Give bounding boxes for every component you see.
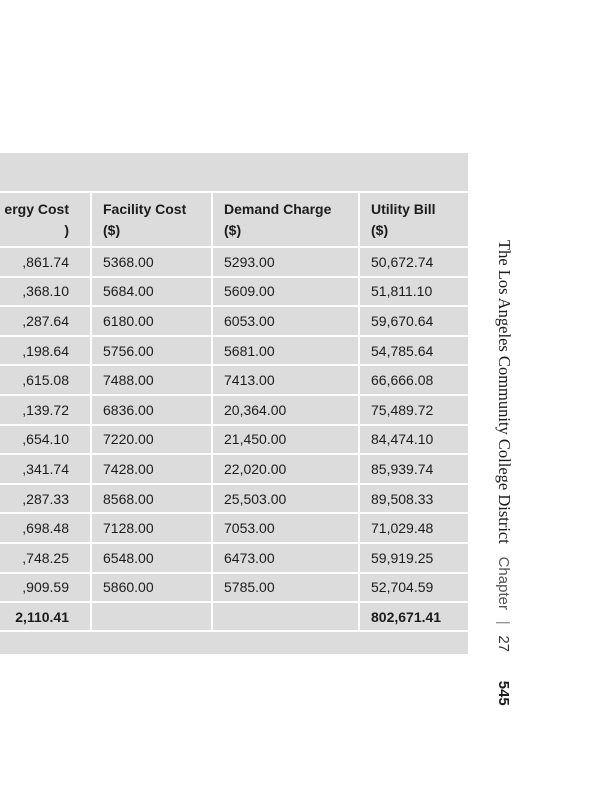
energy-cost-cell: ,861.74 — [0, 247, 91, 277]
utility-bill-cell: 66,666.08 — [359, 365, 468, 395]
table-bottom-rule — [0, 630, 468, 632]
energy-cost-cell: ,748.25 — [0, 543, 91, 573]
utility-bill-cell: 89,508.33 — [359, 484, 468, 514]
header-facility-cost: Facility Cost ($) — [91, 192, 212, 247]
total-facility-cost-cell — [91, 602, 212, 631]
table-row — [0, 395, 468, 425]
demand-charge-cell: 22,020.00 — [212, 454, 359, 484]
total-utility-bill-cell: 802,671.41 — [359, 602, 468, 631]
energy-cost-cell: ,615.08 — [0, 365, 91, 395]
utility-cost-table — [0, 191, 468, 631]
table-row — [0, 573, 468, 603]
utility-bill-cell: 85,939.74 — [359, 454, 468, 484]
table-row — [0, 425, 468, 455]
demand-charge-cell: 7053.00 — [212, 513, 359, 543]
facility-cost-cell: 7428.00 — [91, 454, 212, 484]
running-header — [484, 240, 540, 706]
energy-cost-cell: ,287.33 — [0, 484, 91, 514]
table-row — [0, 247, 468, 277]
demand-charge-cell: 20,364.00 — [212, 395, 359, 425]
utility-bill-cell: 84,474.10 — [359, 425, 468, 455]
energy-cost-cell: ,341.74 — [0, 454, 91, 484]
demand-charge-cell: 5681.00 — [212, 336, 359, 366]
table-row — [0, 513, 468, 543]
demand-charge-cell: 25,503.00 — [212, 484, 359, 514]
total-row — [0, 602, 468, 631]
demand-charge-cell: 7413.00 — [212, 365, 359, 395]
utility-bill-cell: 54,785.64 — [359, 336, 468, 366]
demand-charge-cell: 5785.00 — [212, 573, 359, 603]
utility-bill-cell: 50,672.74 — [359, 247, 468, 277]
facility-cost-cell: 7128.00 — [91, 513, 212, 543]
facility-cost-cell: 5756.00 — [91, 336, 212, 366]
header-demand-charge: Demand Charge ($) — [212, 192, 359, 247]
table-header-row — [0, 192, 468, 247]
table-row — [0, 365, 468, 395]
energy-cost-cell: ,287.64 — [0, 306, 91, 336]
energy-cost-cell: ,198.64 — [0, 336, 91, 366]
chapter-label: Chapter — [495, 556, 512, 610]
facility-cost-cell: 7220.00 — [91, 425, 212, 455]
facility-cost-cell: 5860.00 — [91, 573, 212, 603]
facility-cost-cell: 5684.00 — [91, 277, 212, 307]
header-separator: | — [495, 620, 512, 625]
table-row — [0, 306, 468, 336]
utility-bill-cell: 52,704.59 — [359, 573, 468, 603]
table-row — [0, 277, 468, 307]
facility-cost-cell: 6180.00 — [91, 306, 212, 336]
utility-bill-cell: 51,811.10 — [359, 277, 468, 307]
demand-charge-cell: 6473.00 — [212, 543, 359, 573]
energy-cost-cell: ,909.59 — [0, 573, 91, 603]
table-row — [0, 484, 468, 514]
facility-cost-cell: 6548.00 — [91, 543, 212, 573]
demand-charge-cell: 21,450.00 — [212, 425, 359, 455]
table-row — [0, 543, 468, 573]
chapter-number: 27 — [495, 635, 512, 653]
utility-bill-cell: 71,029.48 — [359, 513, 468, 543]
utility-bill-cell: 75,489.72 — [359, 395, 468, 425]
table-row — [0, 336, 468, 366]
page-number: 545 — [495, 680, 512, 706]
facility-cost-cell: 7488.00 — [91, 365, 212, 395]
facility-cost-cell: 8568.00 — [91, 484, 212, 514]
table-row — [0, 454, 468, 484]
demand-charge-cell: 5609.00 — [212, 277, 359, 307]
energy-cost-cell: ,139.72 — [0, 395, 91, 425]
energy-cost-cell: ,654.10 — [0, 425, 91, 455]
energy-cost-cell: ,698.48 — [0, 513, 91, 543]
utility-bill-cell: 59,670.64 — [359, 306, 468, 336]
total-demand-charge-cell — [212, 602, 359, 631]
total-energy-cost-cell: 2,110.41 — [0, 602, 91, 631]
energy-cost-cell: ,368.10 — [0, 277, 91, 307]
running-title: The Los Angeles Community College District — [495, 240, 514, 544]
header-utility-bill: Utility Bill ($) — [359, 192, 468, 247]
utility-bill-cell: 59,919.25 — [359, 543, 468, 573]
facility-cost-cell: 5368.00 — [91, 247, 212, 277]
demand-charge-cell: 6053.00 — [212, 306, 359, 336]
demand-charge-cell: 5293.00 — [212, 247, 359, 277]
facility-cost-cell: 6836.00 — [91, 395, 212, 425]
header-energy-cost: ergy Cost ) — [0, 192, 91, 247]
